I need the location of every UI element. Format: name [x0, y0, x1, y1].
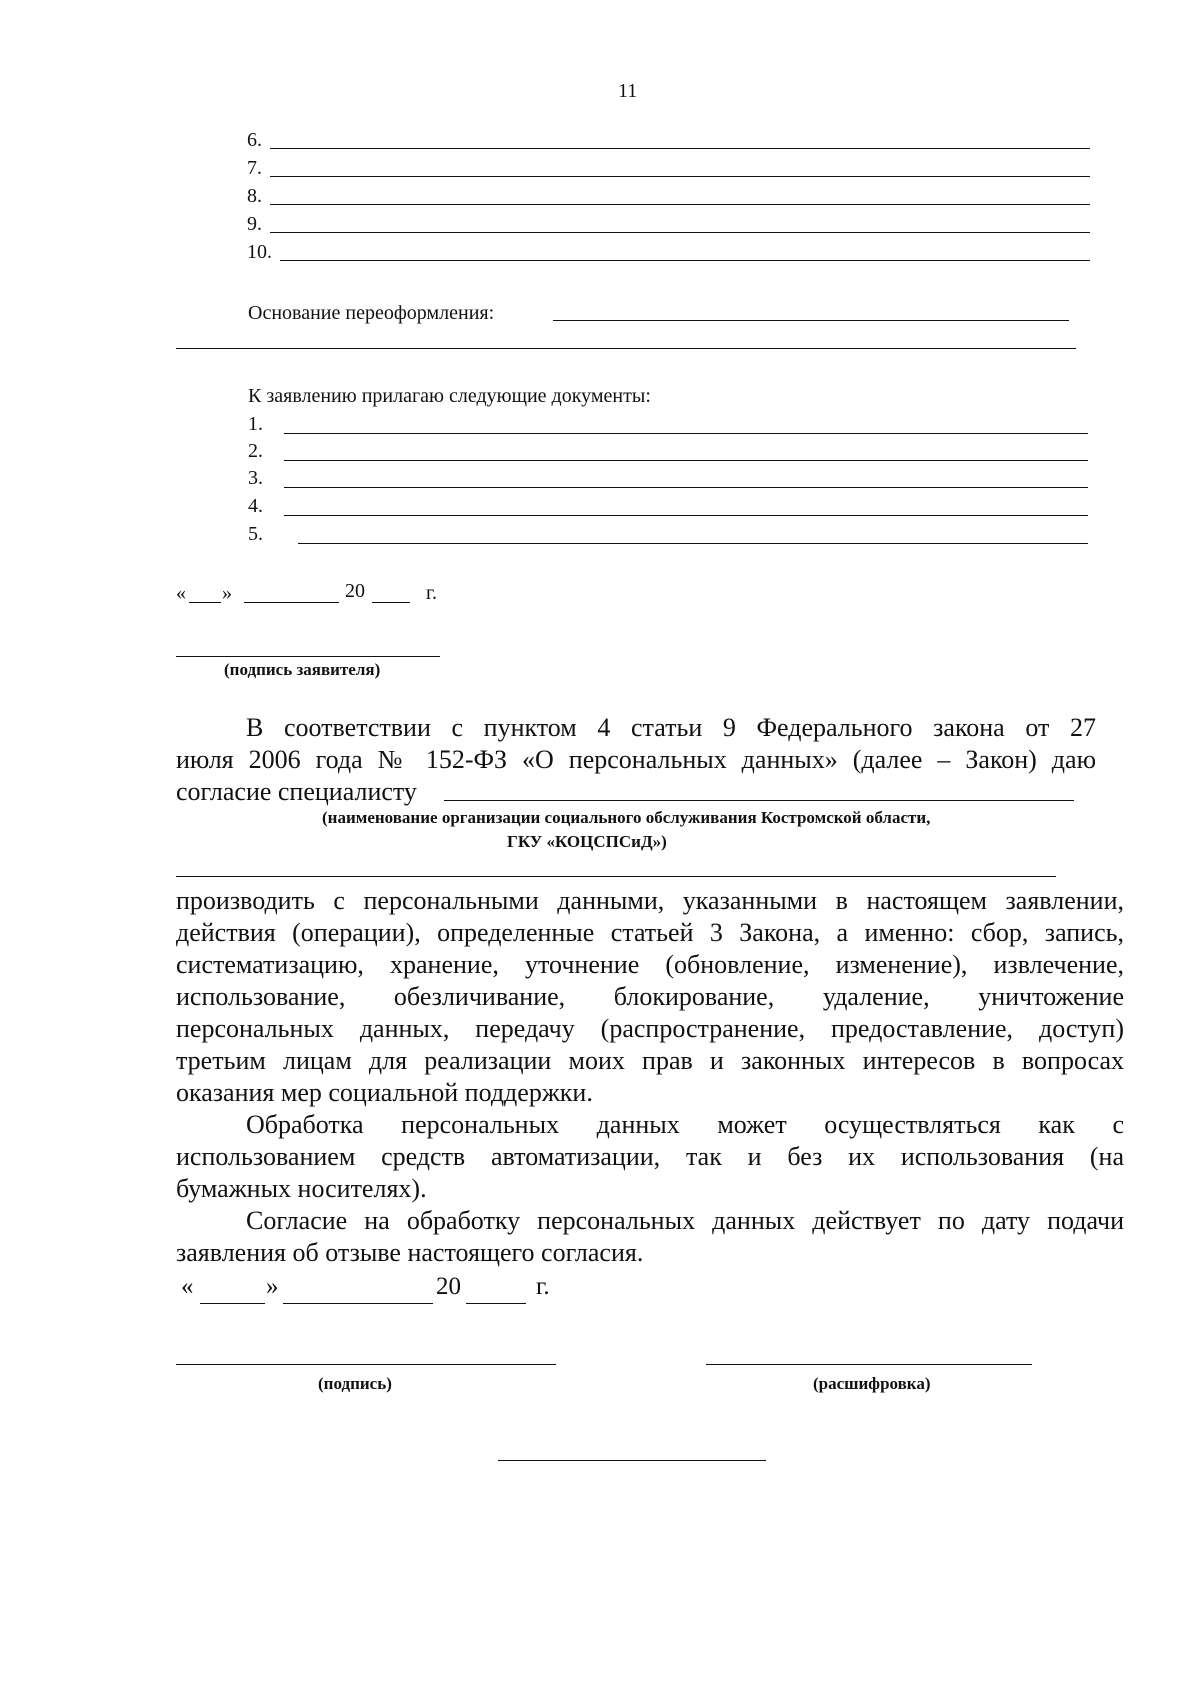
organization-fill-line-2 — [176, 876, 1056, 877]
validity-line: заявления об отзыве настоящего согласия. — [176, 1238, 644, 1267]
list-item-number: 9. — [247, 213, 262, 235]
date-close-quote: » — [222, 582, 232, 604]
list-item-number: 3. — [248, 467, 263, 489]
date-suffix: г. — [426, 582, 437, 604]
list-item-number: 7. — [247, 157, 262, 179]
processing-line: действия (операции), определенные статьей 3 Закона, а именно: сбор, запись, — [176, 918, 1124, 947]
attach-heading: К заявлению прилагаю следующие документы: — [248, 385, 651, 407]
closing-separator — [498, 1460, 766, 1461]
date-suffix: г. — [536, 1273, 550, 1300]
day-fill-line — [200, 1303, 265, 1304]
list-item-number: 6. — [247, 129, 262, 151]
fill-line — [270, 176, 1090, 177]
month-fill-line — [244, 602, 339, 603]
fill-line — [270, 204, 1090, 205]
processing-line: третьим лицам для реализации моих прав и законных интересов в вопросах — [176, 1046, 1124, 1075]
processing-line: производить с персональными данными, указанными в настоящем заявлении, — [176, 886, 1124, 915]
validity-paragraph — [176, 1205, 1124, 1269]
processing-line: систематизацию, хранение, уточнение (обновление, изменение), извлечение, — [176, 950, 1124, 979]
year-fill-line — [372, 602, 410, 603]
automation-line: Обработка персональных данных может осуществляться как с — [246, 1110, 1124, 1139]
consent-line-2: июля 2006 года № 152-ФЗ «О персональных данных» (далее – Закон) даю — [176, 745, 1096, 774]
fill-line — [280, 260, 1090, 261]
date-open-quote: « — [181, 1273, 194, 1300]
signature-caption: (подпись) — [318, 1374, 392, 1393]
signature-line — [176, 1364, 556, 1365]
consent-line-3: согласие специалисту — [176, 777, 417, 806]
applicant-signature-caption: (подпись заявителя) — [224, 660, 381, 679]
processing-line: оказания мер социальной поддержки. — [176, 1078, 593, 1107]
organization-caption-1: (наименование организации социального обслуживания Костромской области, — [322, 808, 931, 827]
list-item-number: 10. — [247, 241, 272, 263]
list-item-number: 2. — [248, 440, 263, 462]
fill-line — [284, 433, 1088, 434]
day-fill-line — [189, 602, 221, 603]
fill-line — [284, 460, 1088, 461]
date-close-quote: » — [266, 1273, 279, 1300]
applicant-signature-line — [176, 656, 440, 657]
fill-line — [298, 543, 1088, 544]
reissue-fill-line — [553, 320, 1069, 321]
list-item-number: 8. — [247, 185, 262, 207]
organization-caption-2: ГКУ «КОЦСПСиД») — [507, 832, 667, 851]
consent-paragraph — [176, 712, 1096, 808]
list-item-number: 1. — [248, 413, 263, 435]
date-open-quote: « — [176, 582, 186, 604]
year-fill-line — [466, 1303, 526, 1304]
page-number: 11 — [618, 80, 638, 102]
transcript-caption: (расшифровка) — [813, 1374, 931, 1393]
reissue-label: Основание переоформления: — [248, 302, 495, 324]
processing-line: использование, обезличивание, блокирование, удаление, уничтожение — [176, 982, 1124, 1011]
processing-paragraph — [176, 885, 1124, 1109]
date-year-prefix: 20 — [436, 1273, 461, 1300]
automation-line: использованием средств автоматизации, так и без их использования (на — [176, 1142, 1124, 1171]
processing-line: персональных данных, передачу (распространение, предоставление, доступ) — [176, 1014, 1124, 1043]
fill-line — [270, 148, 1090, 149]
organization-fill-line — [444, 800, 1074, 801]
month-fill-line — [283, 1303, 433, 1304]
fill-line — [270, 232, 1090, 233]
transcript-line — [706, 1364, 1032, 1365]
fill-line — [284, 515, 1088, 516]
automation-paragraph — [176, 1109, 1124, 1205]
automation-line: бумажных носителях). — [176, 1174, 427, 1203]
consent-line-1: В соответствии с пунктом 4 статьи 9 Федерального закона от 27 — [246, 713, 1096, 742]
fill-line — [284, 487, 1088, 488]
list-item-number: 4. — [248, 495, 263, 517]
reissue-fill-line-2 — [176, 348, 1076, 349]
validity-line: Согласие на обработку персональных данных действует по дату подачи — [246, 1206, 1124, 1235]
list-item-number: 5. — [248, 523, 263, 545]
date-year-prefix: 20 — [345, 580, 365, 602]
